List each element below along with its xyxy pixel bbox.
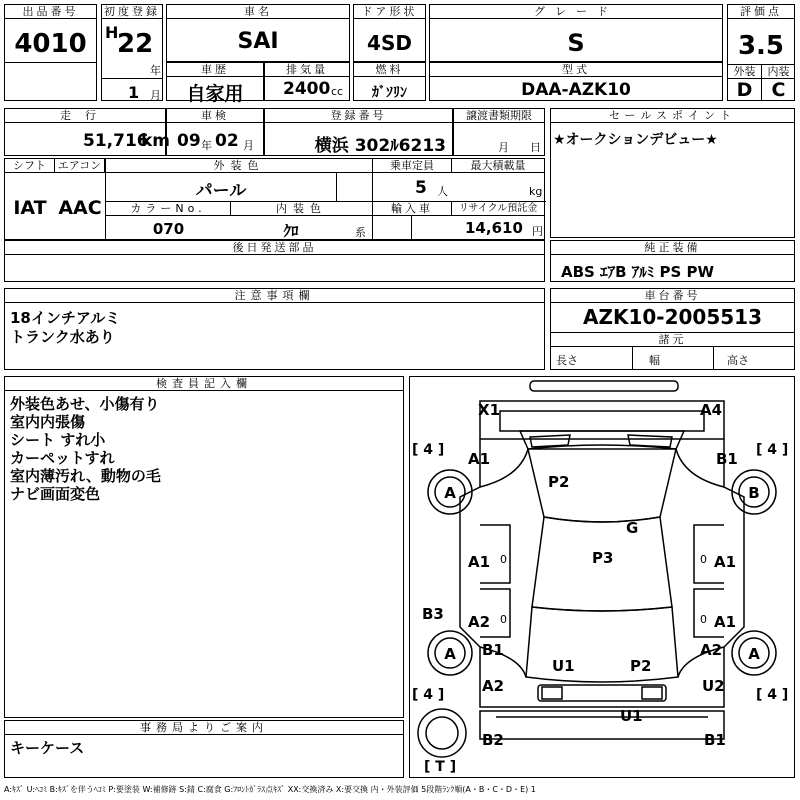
sales-point-box — [550, 108, 795, 238]
inspector-note: 外装色あせ、小傷有り — [10, 395, 160, 413]
inspector-box — [4, 376, 404, 718]
first-registration-box — [101, 4, 163, 101]
notes-label: 注意事項欄 — [5, 289, 544, 303]
top-strip — [530, 381, 678, 391]
wheel-grade: A — [444, 484, 456, 502]
import-label: 輸入車 — [373, 202, 452, 216]
wheel-grade: A — [444, 645, 456, 663]
interior-color-unit: 系 — [355, 226, 366, 239]
zero-mark: 0 — [500, 613, 507, 626]
spare-mark: [ T ] — [424, 759, 457, 775]
year-unit: 年 — [150, 64, 161, 77]
damage-mark: P2 — [548, 473, 570, 491]
lot-number-label: 出品番号 — [5, 5, 96, 19]
plate-label: 登録番号 — [265, 109, 452, 123]
damage-mark: B1 — [482, 641, 504, 659]
score-box — [727, 4, 795, 101]
fuel-box — [353, 62, 426, 101]
office-note: キーケース — [10, 739, 85, 757]
recycle-fee: 14,610 — [465, 219, 523, 237]
door-box — [353, 4, 426, 62]
max-load-unit: kg — [529, 185, 543, 198]
exterior-color-label: 外装色 — [106, 159, 372, 173]
damage-mark: A1 — [714, 613, 737, 631]
wheel-grade: B — [748, 484, 760, 502]
month-unit: 月 — [150, 89, 161, 102]
score: 3.5 — [737, 31, 785, 61]
car-name-box — [166, 4, 350, 62]
score-label: 評価点 — [728, 5, 794, 19]
sales-point-label: セールスポイント — [551, 109, 794, 123]
height-label: 高さ — [727, 354, 749, 367]
inspector-note: ナビ画面変色 — [10, 485, 101, 503]
displacement: 2400 — [283, 79, 331, 99]
mileage: 51,716 — [83, 131, 149, 151]
door-type: 4SD — [367, 31, 412, 55]
inspector-note: 室内薄汚れ、動物の毛 — [10, 467, 161, 485]
chassis-number: AZK10-2005513 — [582, 305, 763, 329]
equipment-label: 純正装備 — [551, 241, 794, 255]
tire-mark: [ 4 ] — [412, 687, 445, 703]
width-label: 幅 — [649, 354, 660, 367]
damage-mark: B2 — [482, 731, 504, 749]
front-bumper — [480, 401, 724, 439]
length-label: 長さ — [556, 354, 578, 367]
tire-mark: [ 4 ] — [756, 442, 789, 458]
damage-mark: U1 — [552, 657, 575, 675]
equipment-box — [550, 240, 795, 282]
exterior-grade-label: 外装 — [733, 65, 756, 78]
mileage-label: 走行 — [5, 109, 165, 123]
grade: S — [567, 29, 585, 57]
zero-mark: 0 — [500, 553, 507, 566]
cc-unit: cc — [331, 85, 344, 98]
model: DAA-AZK10 — [521, 80, 631, 100]
chassis-box — [550, 288, 795, 370]
car-name: SAI — [237, 29, 279, 54]
inspector-note: シート すれ小 — [10, 431, 106, 449]
specs-label: 諸元 — [551, 332, 794, 347]
plate-box — [264, 108, 453, 156]
transfer-month-unit: 月 — [498, 141, 509, 154]
inspection-year-unit: 年 — [201, 139, 212, 152]
office-box — [4, 720, 404, 778]
history-label: 車歴 — [167, 63, 263, 77]
km-unit: km — [141, 131, 171, 151]
lot-number: 4010 — [14, 29, 87, 59]
inspector-note: カーペットすれ — [10, 449, 115, 467]
inspection-month: 02 — [215, 131, 239, 151]
registration-month: 1 — [128, 83, 140, 102]
damage-mark: A1 — [714, 553, 737, 571]
later-parts-label: 後日発送部品 — [5, 241, 544, 255]
recycle-unit: 円 — [532, 225, 543, 238]
interior-color-label: 内装色 — [231, 202, 372, 216]
note-line: 18インチアルミ — [10, 309, 121, 327]
max-load-label: 最大積載量 — [452, 159, 544, 173]
damage-mark: A2 — [468, 613, 491, 631]
car-diagram-box — [409, 376, 795, 778]
first-registration-label: 初度登録 — [104, 5, 160, 18]
plate-number: 横浜 302ﾙ6213 — [314, 136, 446, 156]
damage-mark: A2 — [482, 677, 505, 695]
model-box — [429, 62, 723, 101]
wheel-grade: A — [748, 645, 760, 663]
zero-mark: 0 — [700, 553, 707, 566]
era: H — [105, 23, 119, 42]
tire-mark: [ 4 ] — [756, 687, 789, 703]
damage-mark: B1 — [704, 731, 726, 749]
transfer-deadline-box — [453, 108, 545, 156]
damage-mark: U2 — [702, 677, 725, 695]
damage-mark: B1 — [716, 450, 738, 468]
note-line: トランク水あり — [10, 328, 115, 346]
transfer-deadline-label: 譲渡書類期限 — [454, 109, 544, 123]
registration-year: 22 — [117, 29, 154, 59]
color-number-label: カラーNo. — [106, 202, 231, 216]
chassis-label: 車台番号 — [551, 289, 794, 303]
damage-mark: A4 — [700, 401, 723, 419]
damage-mark: A1 — [468, 450, 491, 468]
row3-box — [4, 158, 545, 240]
sales-point: ★オークションデビュー★ — [553, 132, 718, 148]
trunk — [526, 607, 678, 682]
ac-label: エアコン — [55, 159, 105, 173]
spare-tire — [418, 709, 466, 757]
lot-number-box — [4, 4, 97, 101]
interior-color: ｸﾛ — [283, 222, 299, 240]
capacity: 5 — [415, 178, 427, 198]
damage-mark: A2 — [700, 641, 723, 659]
inspection-month-unit: 月 — [243, 139, 254, 152]
grade-label: グレード — [430, 5, 722, 19]
damage-mark: B3 — [422, 605, 444, 623]
displacement-box — [264, 62, 350, 101]
car-diagram — [410, 377, 794, 777]
damage-mark: G — [626, 519, 639, 537]
displacement-label: 排気量 — [265, 63, 349, 77]
inspection-year: 09 — [177, 131, 201, 151]
inspection-box — [166, 108, 264, 156]
equipment: ABS ｴｱB ｱﾙﾐ PS PW — [561, 263, 715, 281]
grade-box — [429, 4, 723, 62]
later-parts-box — [4, 240, 545, 282]
fuel: ｶﾞｿﾘﾝ — [372, 85, 407, 101]
notes-box — [4, 288, 545, 370]
legend: A:ｷｽﾞ U:ﾍｺﾐ B:ｷｽﾞを伴うﾍｺﾐ P:要塗装 W:補修跡 S:錆 C:腐食 G:ﾌﾛﾝﾄｶﾞﾗｽ点ｷｽﾞ XX:交換済み X:要交換 内・外装評価 5段階ﾗﾝｸ順(A・B・C・D・E) 1 — [4, 785, 536, 794]
inspector-label: 検査員記入欄 — [5, 377, 403, 391]
car-name-label: 車名 — [167, 5, 349, 19]
model-label: 型式 — [430, 63, 722, 77]
tire-mark: [ 4 ] — [412, 442, 445, 458]
shift-label: シフト — [5, 159, 55, 173]
history-box — [166, 62, 264, 105]
fuel-label: 燃料 — [354, 63, 425, 77]
exterior-grade: D — [736, 79, 753, 101]
transfer-day-unit: 日 — [530, 141, 541, 154]
exterior-color: パール — [195, 181, 247, 201]
color-number: 070 — [152, 220, 185, 238]
damage-mark: X1 — [478, 401, 501, 419]
history: 自家用 — [186, 83, 244, 105]
rear-bumper — [480, 711, 724, 739]
interior-grade-label: 内装 — [767, 65, 790, 78]
inspector-note: 室内内張傷 — [10, 413, 86, 431]
recycle-label: リサイクル預託金 — [452, 202, 544, 216]
damage-mark: P3 — [592, 549, 614, 567]
office-label: 事務局よりご案内 — [5, 721, 403, 735]
capacity-unit: 人 — [437, 185, 448, 198]
zero-mark: 0 — [700, 613, 707, 626]
inspection-label: 車検 — [167, 109, 263, 123]
ac: AAC — [58, 197, 102, 219]
capacity-label: 乗車定員 — [373, 159, 452, 173]
mileage-box — [4, 108, 171, 156]
shift: IAT — [13, 197, 47, 219]
door-label: ドア形状 — [354, 5, 425, 19]
damage-mark: U1 — [620, 707, 643, 725]
interior-grade: C — [771, 79, 786, 101]
damage-mark: A1 — [468, 553, 491, 571]
damage-mark: P2 — [630, 657, 652, 675]
